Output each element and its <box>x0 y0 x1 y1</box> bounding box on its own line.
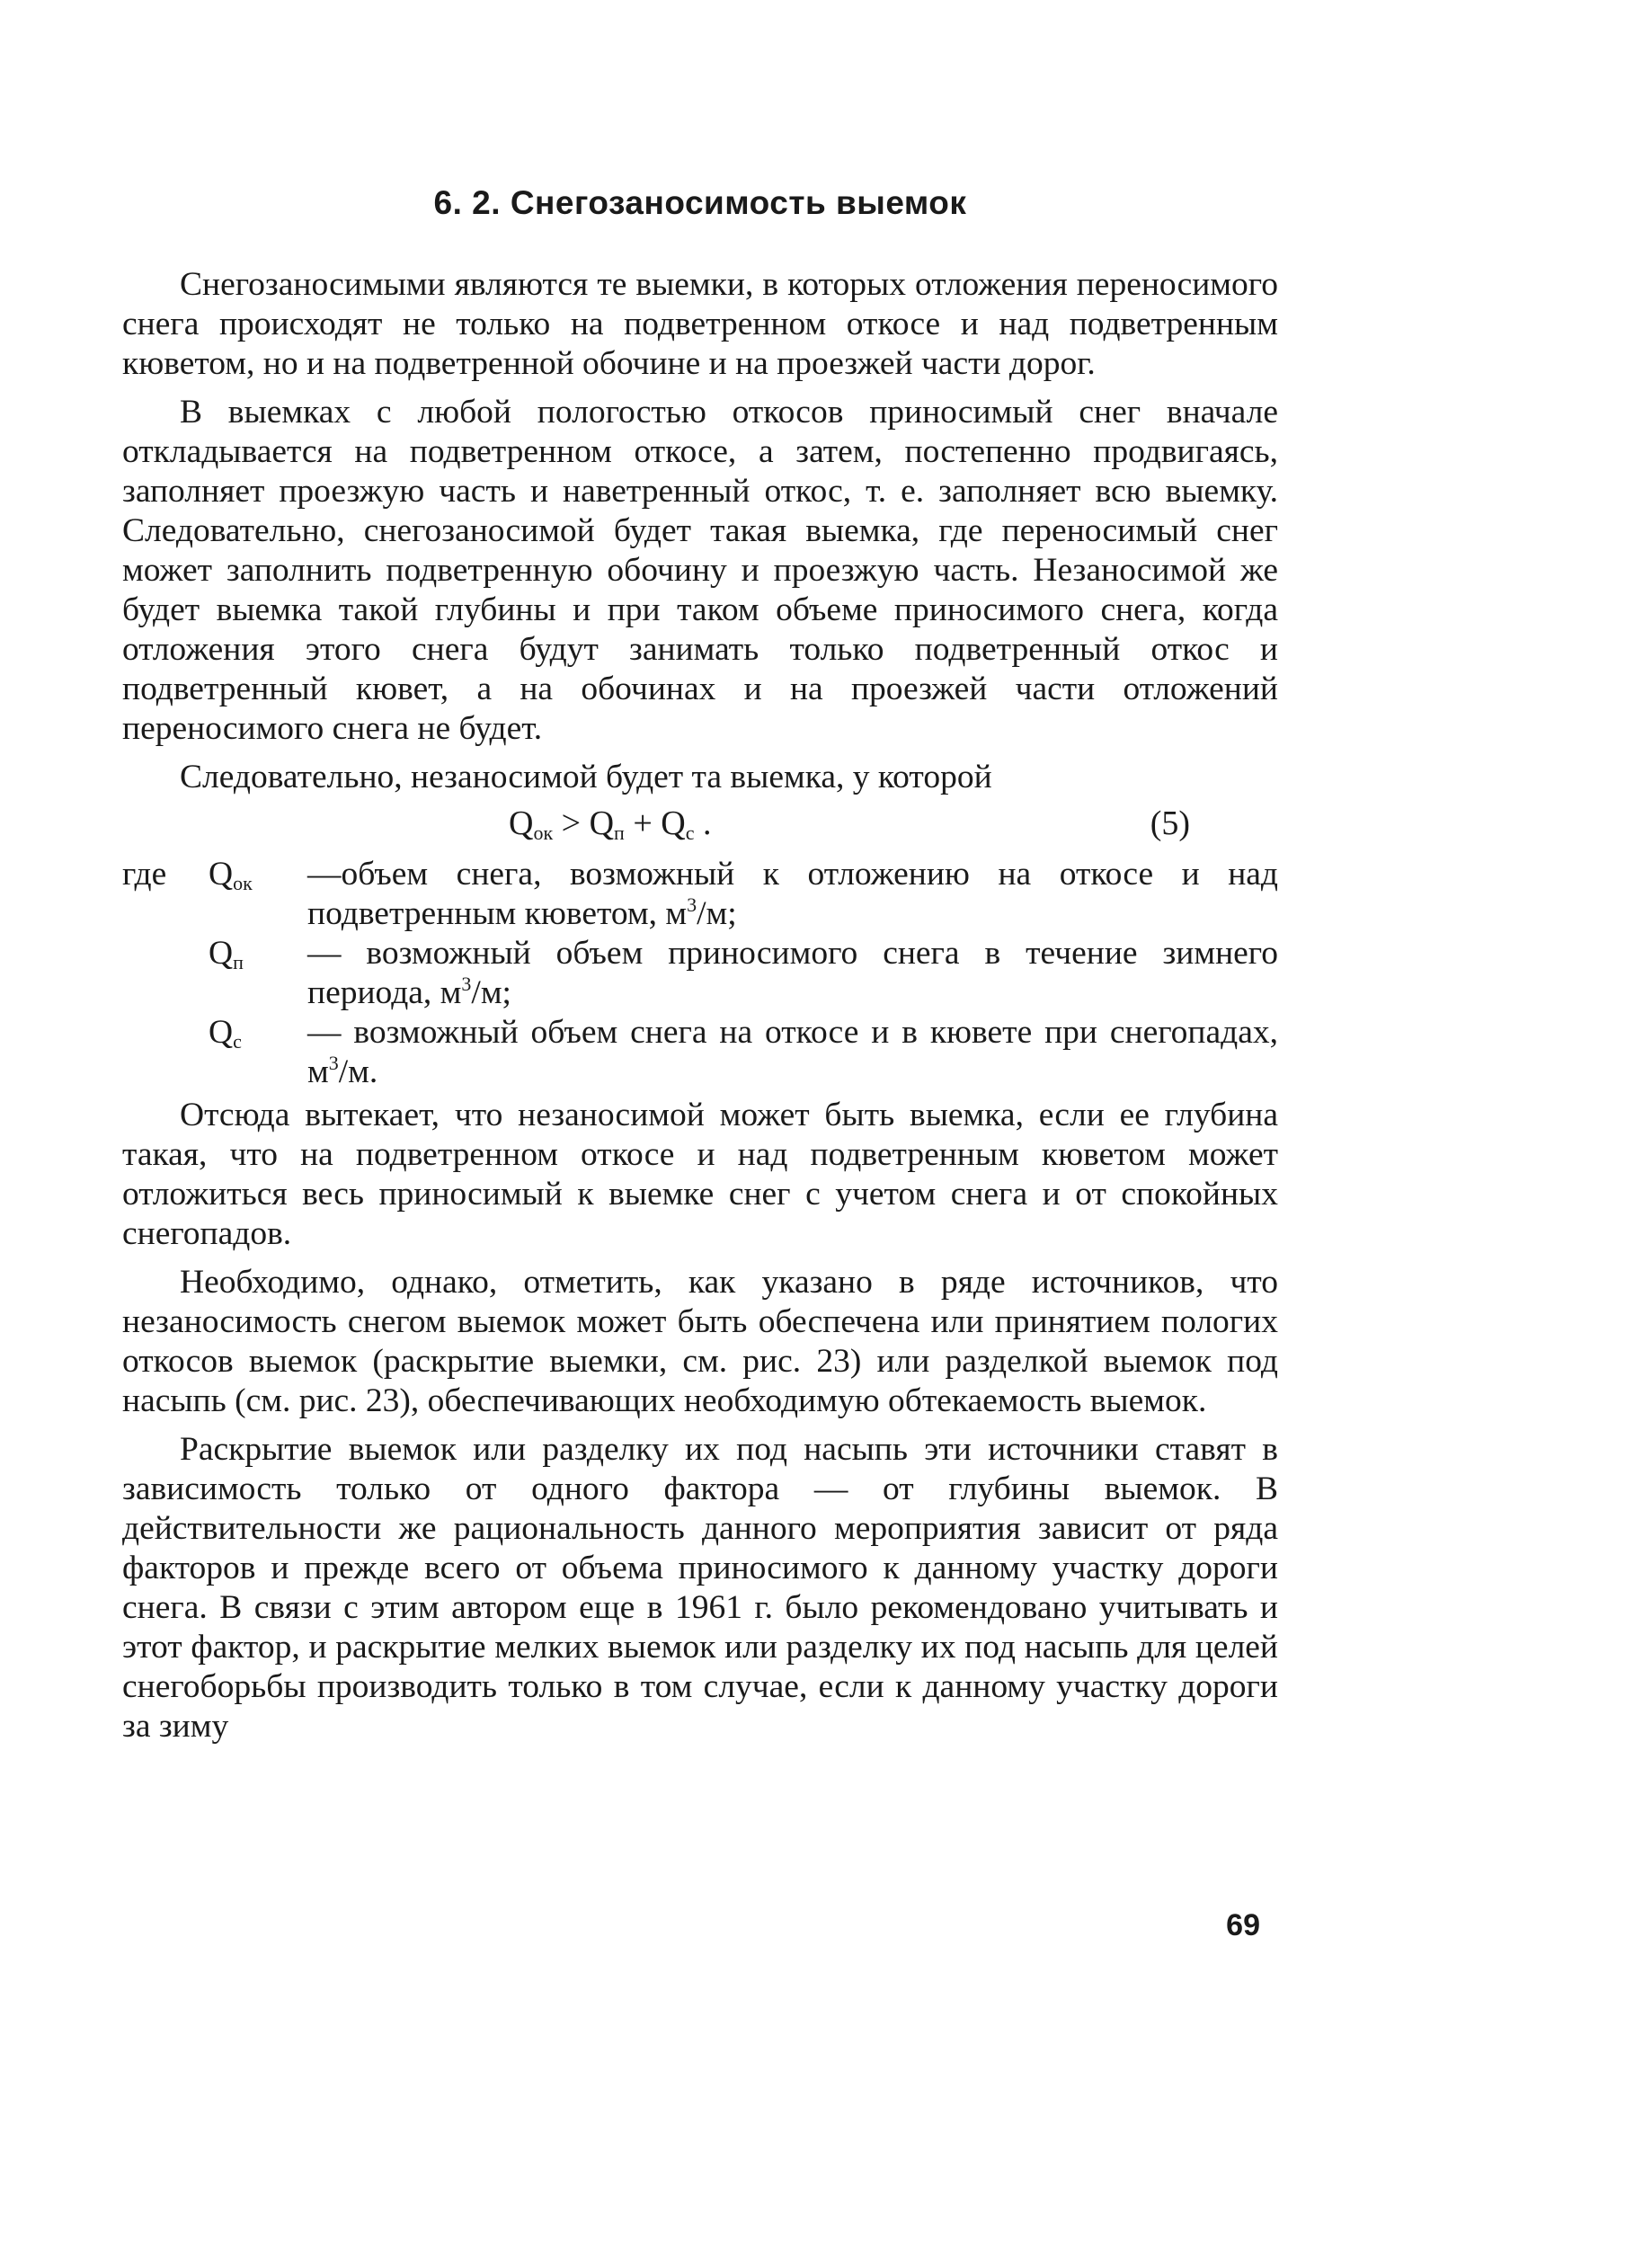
definition-q-c <box>122 1013 1278 1092</box>
definition-text: — возможный объем снега на откосе и в кювете при снегопадах, $м^3/м$. <box>307 1014 1278 1090</box>
definition-symbol: $Q_{ок}$ <box>209 856 253 894</box>
definition-text: —объем снега, возможный к отложению на откосе и над подветренным кюветом, $м^3/м$; <box>307 856 1278 932</box>
definition-q-ok <box>122 855 1278 934</box>
definition-lead: где <box>122 856 167 893</box>
book-page <box>122 184 1278 1746</box>
definition-q-p <box>122 934 1278 1013</box>
paragraph-4: Отсюда вытекает, что незаносимой может быть выемка, если ее глубина такая, что на подветренном откосе и над подветренным кюветом может отложиться весь приносимый к выемке снег с учетом снега и от спокойных снегопадов. <box>122 1097 1278 1252</box>
paragraph-5: Необходимо, однако, отметить, как указано в ряде источников, что незаносимость снегом выемок может быть обеспечена или принятием пологих откосов выемок (раскрытие выемки, см. рис. 23) или разделкой выемок под насыпь (см. рис. 23), обеспечивающих необходимую обтекаемость выемок. <box>122 1264 1278 1419</box>
paragraph-3: Следовательно, незаносимой будет та выемка, у которой <box>180 759 992 795</box>
definition-symbol: $Q_с$ <box>209 1014 242 1053</box>
formula-number: (5) <box>1150 804 1190 842</box>
formula-5 <box>122 797 1278 849</box>
page-number: 69 <box>1226 1908 1260 1942</box>
paragraph-1: Снегозаносимыми являются те выемки, в которых отложения переносимого снега происходят не только на подветренном откосе и над подветренным кюветом, но и на подветренной обочине и на проезжей части дорог. <box>122 266 1278 382</box>
formula-expression: $Q_{ок} > Q_п + Q_с$ . <box>509 804 712 844</box>
definition-symbol: $Q_п$ <box>209 935 244 973</box>
paragraph-2: В выемках с любой пологостью откосов приносимый снег вначале откладывается на подветренном откосе, а затем, постепенно продвигаясь, заполняет проезжую часть и наветренный откос, т. е. заполняет всю выемку. Следовательно, снегозаносимой будет такая выемка, где переносимый снег может заполнить подветренную обочину и проезжую часть. Незаносимой же будет выемка такой глубины и при таком объеме приносимого снега, когда отложения этого снега будут занимать только подветренный откос и подветренный кювет, а на обочинах и на проезжей части отложений переносимого снега не будет. <box>122 394 1278 747</box>
paragraph-6: Раскрытие выемок или разделку их под насыпь эти источники ставят в зависимость только от одного фактора — от глубины выемок. В действительности же рациональность данного мероприятия зависит от ряда факторов и прежде всего от объема приносимого к данному участку дороги снега. В связи с этим автором еще в 1961 г. было рекомендовано учитывать и этот фактор, и раскрытие мелких выемок или разделку их под насыпь для целей снегоборьбы производить только в том случае, если к данному участку дороги за зиму <box>122 1431 1278 1745</box>
section-heading: 6. 2. Снегозаносимость выемок <box>433 184 967 221</box>
variable-definitions <box>122 855 1278 1092</box>
definition-text: — возможный объем приносимого снега в течение зимнего периода, $м^3/м$; <box>307 935 1278 1011</box>
